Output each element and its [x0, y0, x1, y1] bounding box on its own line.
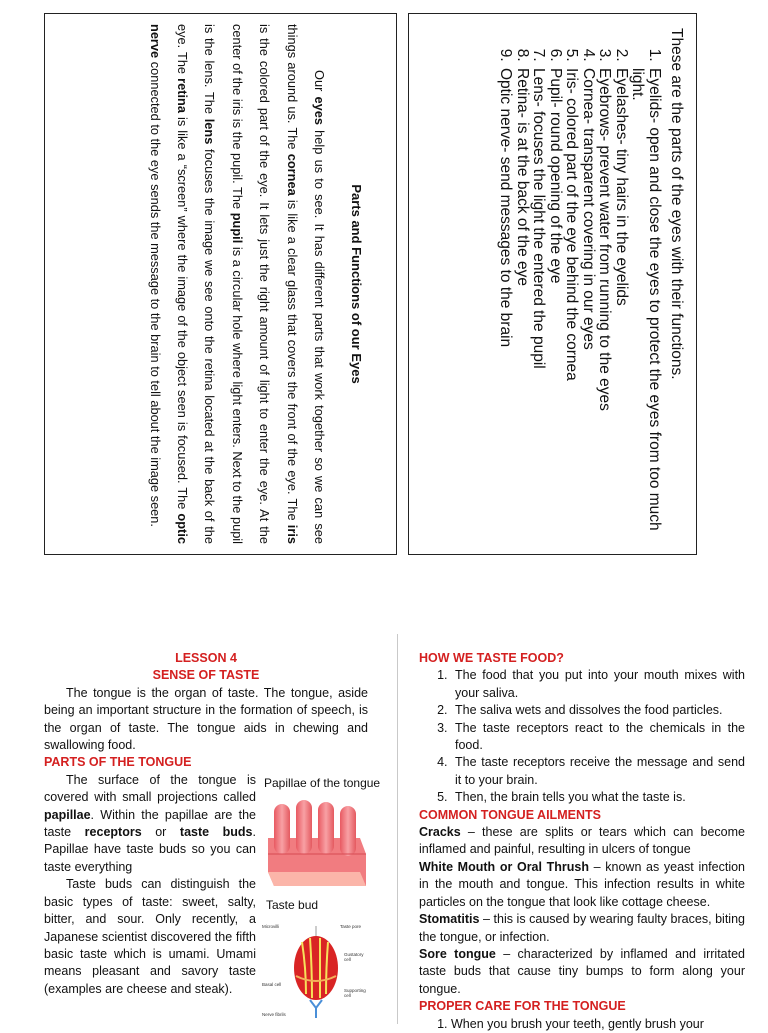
- term-retina: retina: [174, 78, 190, 113]
- lesson-column: [44, 650, 381, 1017]
- taste-bud-figure: [262, 898, 370, 1022]
- eye-functions-box: [408, 13, 697, 555]
- eye-functions-list: [497, 28, 662, 550]
- list-item: 7. Lens- focuses the light the entered the pupil: [530, 66, 547, 550]
- ailment-item: Stomatitis – this is caused by wearing faulty braces, biting the tongue, or infection.: [419, 912, 745, 944]
- taste-column: [419, 650, 745, 1033]
- list-item: 5. Then, the brain tells you what the taste is.: [451, 789, 745, 806]
- ailment-item: White Mouth or Oral Thrush – known as yeast infection in the mouth and tongue. This infection results in white particles on the tongue that look like cottage cheese.: [419, 859, 745, 909]
- lesson-topic: SENSE OF TASTE: [152, 668, 260, 683]
- column-divider: [397, 634, 398, 1024]
- term-optic-nerve: optic nerve: [147, 24, 190, 544]
- taste-bud-caption: Taste bud: [266, 897, 319, 912]
- list-item: 5. Iris- colored part of the eye behind the cornea: [563, 66, 580, 550]
- papillae-caption: Papillae of the tongue: [264, 775, 381, 790]
- list-item: 4. Cornea- transparent covering in our eyes: [580, 66, 597, 550]
- how-we-taste-heading: HOW WE TASTE FOOD?: [419, 651, 564, 665]
- list-item: 1. Eyelids- open and close the eyes to protect the eyes from too much light.: [629, 66, 662, 550]
- parts-heading: PARTS OF THE TONGUE: [44, 755, 192, 770]
- list-item: 3. Eyebrows- prevent water from running to the eyes: [596, 66, 613, 550]
- papillae-illustration: [260, 790, 370, 890]
- care-heading: PROPER CARE FOR THE TONGUE: [419, 999, 626, 1014]
- ailment-item: Sore tongue – characterized by inflamed and irritated taste buds that cause tiny bumps to form along your tongue.: [419, 946, 746, 996]
- taste-steps-list: [419, 667, 745, 806]
- list-item: 6. Pupil- round opening of the eye: [547, 66, 564, 550]
- label-basal: Basal cell: [262, 981, 282, 987]
- list-item: 1. When you brush your teeth, gently brush your: [451, 1016, 745, 1033]
- term-cornea: cornea: [284, 153, 300, 196]
- label-nerve: Nerve fibrils: [262, 1011, 286, 1017]
- papillae-section: [44, 772, 381, 1017]
- label-gustatory: Gustatory cell: [344, 951, 364, 962]
- eye-functions-heading: These are the parts of the eyes with their functions.: [668, 28, 685, 380]
- label-taste-pore: Taste pore: [340, 923, 362, 929]
- label-microvilli: Microvilli: [262, 923, 280, 929]
- lesson-number: LESSON 4: [175, 651, 237, 665]
- term-lens: lens: [202, 118, 218, 145]
- label-supporting: Supporting cell: [344, 987, 366, 998]
- papillae-paragraph: The surface of the tongue is covered with small projections called papillae. Within the papillae are the taste receptors or taste buds. Papillae have taste buds so you can taste everything: [44, 772, 256, 874]
- care-list: [419, 1016, 745, 1033]
- papillae-figure: [260, 775, 381, 895]
- list-item: 8. Retina- is at the back of the eye: [514, 66, 531, 550]
- list-item: 4. The taste receptors receive the message and send it to your brain.: [451, 754, 745, 789]
- eye-parts-title: Parts and Functions of our Eyes: [349, 184, 364, 384]
- eye-parts-paragraph: Our eyes help us to see. It has different parts that work together so we can see things around us. The cornea is like a clear glass that covers the front of the eye. The iris is the colored part of the eye. It lets just the right amount of light to enter the eye. At the center of the iris is the pupil. The pupil is a circular hole where light enters. Next to the pupil is the lens. The lens focuses the image we see onto the retina located at the back of the eye. The retina is like a “screen” where the image of the object seen is focused. The optic nerve connected to the eye sends the message to the brain to tell about the image seen.: [147, 24, 327, 545]
- lesson-intro: The tongue is the organ of taste. The tongue, aside being an important structure in the formation of speech, is the organ of taste. The tongue aids in chewing and swallowing food.: [44, 685, 368, 753]
- ailment-item: Cracks – these are splits or tears which can become inflamed and painful, resulting in ulcers of tongue: [419, 825, 745, 857]
- list-item: 9. Optic nerve- send messages to the brain: [497, 66, 514, 550]
- list-item: 2. The saliva wets and dissolves the food particles.: [451, 702, 745, 719]
- list-item: 2. Eyelashes- tiny hairs in the eyelids: [613, 66, 630, 550]
- list-item: 3. The taste receptors react to the chemicals in the food.: [451, 720, 745, 755]
- taste-buds-paragraph: Taste buds can distinguish the basic types of taste: sweet, salty, bitter, and sour. Only recently, a Japanese scientist discovered the fifth basic taste which is umami. Umami means pleasant and savory taste (examples are cheese and steak).: [44, 877, 256, 996]
- ailments-heading: COMMON TONGUE AILMENTS: [419, 807, 601, 822]
- list-item: 1. The food that you put into your mouth mixes with your saliva.: [451, 667, 745, 702]
- term-eyes: eyes: [312, 96, 327, 125]
- term-pupil: pupil: [229, 212, 245, 244]
- eye-parts-box: [44, 13, 397, 555]
- term-iris: iris: [284, 524, 300, 544]
